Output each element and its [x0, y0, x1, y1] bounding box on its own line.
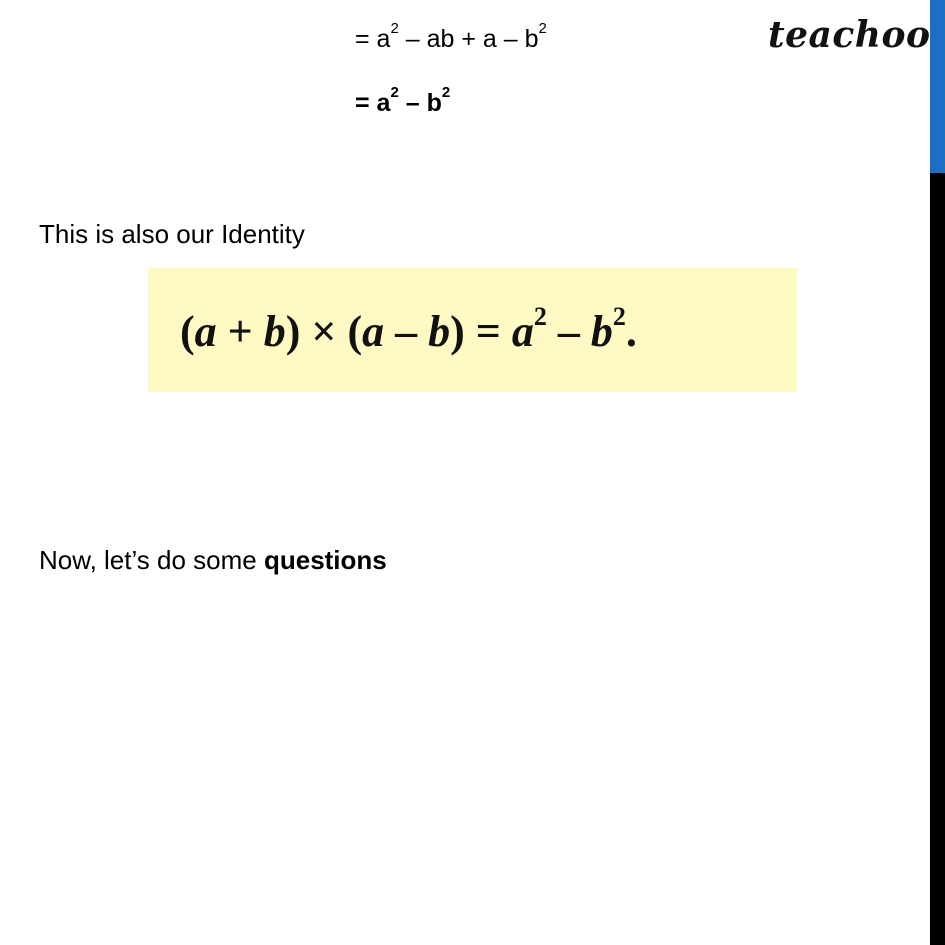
- operator-minus: –: [384, 307, 429, 356]
- exponent: 2: [538, 20, 547, 37]
- operator-equals: ) =: [450, 307, 512, 356]
- operator-minus: –: [546, 307, 591, 356]
- derivation-line-1-text-b: – ab + a – b: [398, 25, 539, 53]
- closing-text-bold: questions: [263, 545, 387, 575]
- period: .: [625, 307, 637, 356]
- var-b: b: [590, 307, 613, 356]
- teachoo-logo: teachoo: [768, 14, 931, 56]
- derivation-line-2-text-a: = a: [355, 89, 391, 117]
- paren: (: [180, 307, 195, 356]
- exponent: 2: [612, 302, 626, 331]
- var-a: a: [511, 307, 534, 356]
- scrollbar-thumb[interactable]: [930, 0, 945, 173]
- derivation-line-2-result: [355, 84, 451, 118]
- identity-highlight-box: [148, 268, 797, 392]
- exponent: 2: [441, 84, 451, 101]
- operator-times: ) × (: [285, 307, 363, 356]
- exponent: 2: [390, 84, 399, 101]
- identity-formula: [180, 302, 637, 356]
- derivation-line-2-text-b: – b: [398, 89, 442, 117]
- vertical-scrollbar[interactable]: [930, 0, 945, 945]
- closing-text-plain: Now, let’s do some: [39, 545, 264, 575]
- operator-plus: +: [216, 307, 264, 356]
- derivation-line-1-text-a: = a: [355, 25, 391, 53]
- var-a: a: [362, 307, 385, 356]
- var-a: a: [194, 307, 217, 356]
- var-b: b: [263, 307, 286, 356]
- derivation-line-1: [355, 20, 547, 54]
- var-b: b: [428, 307, 451, 356]
- exponent: 2: [390, 20, 399, 37]
- closing-text: [39, 545, 387, 575]
- identity-intro-text: This is also our Identity: [39, 219, 305, 249]
- exponent: 2: [533, 302, 547, 331]
